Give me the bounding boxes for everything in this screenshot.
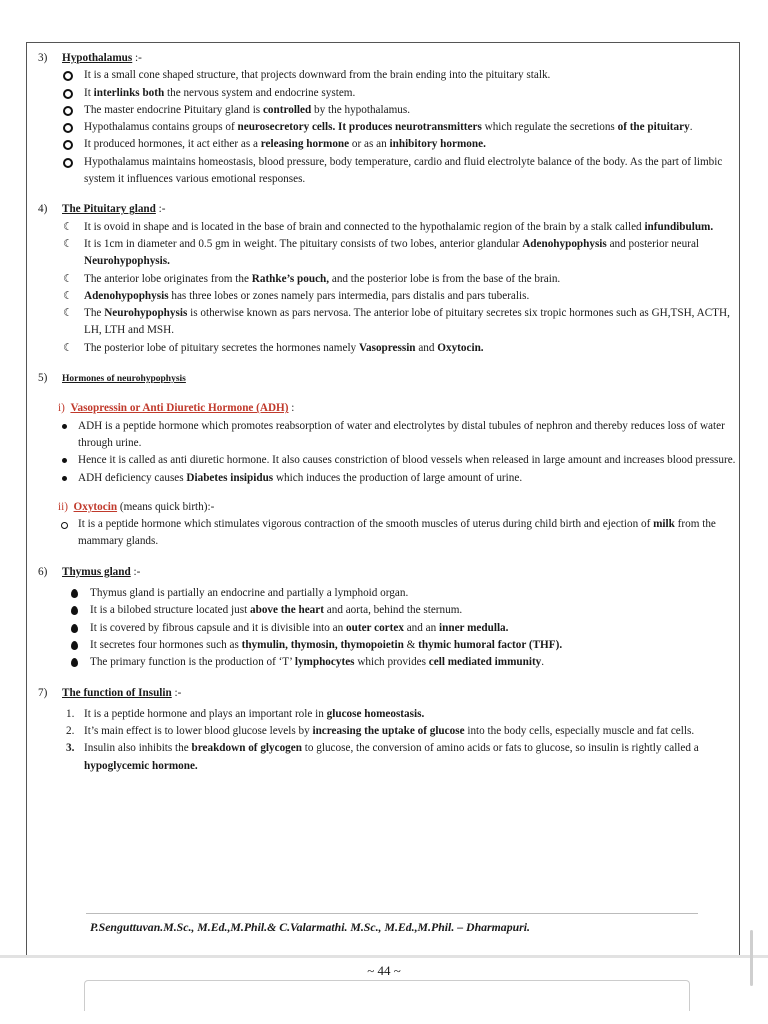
list-item: It is a small cone shaped structure, that projects downward from the brain ending into the pituitary stalk. <box>38 67 738 84</box>
list-item: Hypothalamus maintains homeostasis, blood pressure, body temperature, cardio and fluid electrolyte balance of the body. As the part of limbic system it influences various emotional responses. <box>38 154 738 189</box>
list-item: It is a peptide hormone which stimulates vigorous contraction of the smooth muscles of uterus during child birth and ejection of milk from the mammary glands. <box>38 516 738 551</box>
section-title-suffix: :- <box>130 565 141 578</box>
moon-bullet-icon: ☾ <box>63 237 73 250</box>
list-item: 2. It’s main effect is to lower blood glucose levels by increasing the uptake of glucose into the body cells, especially muscle and fat cells. <box>66 725 695 738</box>
list-item: It interlinks both the nervous system and endocrine system. <box>38 85 738 102</box>
section-heading <box>38 50 738 67</box>
subsection-title: Vasopressin or Anti Diuretic Hormone (ADH) <box>70 402 289 415</box>
section-title: Hormones of neurohypophysis <box>62 374 186 385</box>
section-number: 4) <box>38 203 48 216</box>
section-neurohypophysis-hormones <box>38 370 738 551</box>
list-item: ADH deficiency causes Diabetes insipidus which induces the production of large amount of urine. <box>38 470 738 487</box>
moon-bullet-icon: ☾ <box>63 341 73 354</box>
moon-bullet-icon: ☾ <box>63 272 73 285</box>
page-number: ~ 44 ~ <box>367 963 401 978</box>
list-item: ADH is a peptide hormone which promotes reabsorption of water and electrolytes by distal tubules of nephron and thereby reduces loss of water through urine. <box>38 418 738 453</box>
section-title: Thymus gland <box>62 565 131 578</box>
section-pituitary-gland <box>38 201 738 357</box>
circle-bullet-icon <box>63 106 73 116</box>
section-number: 6) <box>38 565 48 578</box>
circle-bullet-icon <box>63 158 73 168</box>
dot-bullet-icon <box>62 424 67 429</box>
droplet-bullet-icon <box>71 589 78 598</box>
list-item: ☾ Adenohypophysis has three lobes or zones namely pars intermedia, pars distalis and pars tuberalis. <box>38 288 738 305</box>
section-title: The Pituitary gland <box>62 203 156 216</box>
list-item: ☾ It is ovoid in shape and is located in the base of brain and connected to the hypothalamic region of the brain by a stalk called infundibulum. <box>38 219 738 236</box>
next-page-edge <box>84 980 690 1011</box>
section-title-suffix: :- <box>155 203 166 216</box>
page-gap <box>0 955 768 958</box>
section-thymus-gland <box>38 564 738 672</box>
section-number: 5) <box>38 372 48 385</box>
section-heading <box>38 370 738 388</box>
list-item: ☾ The anterior lobe originates from the Rathke’s pouch, and the posterior lobe is from the base of the brain. <box>38 271 738 288</box>
section-number: 3) <box>38 52 48 64</box>
droplet-bullet-icon <box>71 641 78 650</box>
droplet-bullet-icon <box>71 624 78 633</box>
list-item: It is a bilobed structure located just above the heart and aorta, behind the sternum. <box>44 602 738 619</box>
moon-bullet-icon: ☾ <box>63 220 73 233</box>
section-heading <box>38 201 738 218</box>
list-item: The master endocrine Pituitary gland is controlled by the hypothalamus. <box>38 102 738 119</box>
list-item: Hypothalamus contains groups of neurosecretory cells. It produces neurotransmitters which regulate the secretions of the pituitary. <box>38 119 738 136</box>
list-item: ☾ The Neurohypophysis is otherwise known as pars nervosa. The anterior lobe of pituitary secretes six tropic hormones such as GH,TSH, ACTH, LH, LTH and MSH. <box>38 305 738 340</box>
circle-bullet-icon <box>63 71 73 81</box>
subsection-title: Oxytocin <box>73 500 118 513</box>
subsection-heading-adh: i) Vasopressin or Anti Diuretic Hormone (ADH) : <box>58 402 295 415</box>
list-item: It produced hormones, it act either as a releasing hormone or as an inhibitory hormone. <box>38 136 738 153</box>
section-heading <box>38 685 738 702</box>
list-item: It secretes four hormones such as thymulin, thymosin, thymopoietin & thymic humoral factor (THF). <box>44 637 738 654</box>
moon-bullet-icon: ☾ <box>63 289 73 302</box>
section-insulin-function <box>38 685 738 775</box>
section-title: The function of Insulin <box>62 686 172 699</box>
circle-bullet-icon <box>63 140 73 150</box>
section-title-suffix: :- <box>171 686 182 699</box>
section-title: Hypothalamus <box>62 52 133 64</box>
footer-authors: P.Senguttuvan.M.Sc., M.Ed.,M.Phil.& C.Valarmathi. M.Sc., M.Ed.,M.Phil. – Dharmapuri. <box>90 920 530 934</box>
footer-divider <box>86 913 698 914</box>
list-item: The primary function is the production of ‘T’ lymphocytes which provides cell mediated immunity. <box>44 654 738 671</box>
subsection-heading-oxytocin: ii) Oxytocin (means quick birth):- <box>58 500 215 513</box>
document-body <box>38 50 738 775</box>
list-item: Thymus gland is partially an endocrine and partially a lymphoid organ. <box>44 585 738 602</box>
hollow-circle-bullet-icon <box>61 522 68 529</box>
dot-bullet-icon <box>62 458 67 463</box>
section-number: 7) <box>38 686 48 699</box>
section-heading <box>38 564 738 581</box>
droplet-bullet-icon <box>71 658 78 667</box>
list-item: It is covered by fibrous capsule and it is divisible into an outer cortex and an inner medulla. <box>44 620 738 637</box>
section-hypothalamus <box>38 50 738 188</box>
dot-bullet-icon <box>62 476 67 481</box>
list-item: ☾ The posterior lobe of pituitary secretes the hormones namely Vasopressin and Oxytocin. <box>38 340 738 357</box>
circle-bullet-icon <box>63 123 73 133</box>
droplet-bullet-icon <box>71 606 78 615</box>
scrollbar-thumb[interactable] <box>750 930 753 986</box>
moon-bullet-icon: ☾ <box>63 307 73 320</box>
section-title-suffix: :- <box>132 52 142 64</box>
circle-bullet-icon <box>63 89 73 99</box>
list-item: ☾ It is 1cm in diameter and 0.5 gm in weight. The pituitary consists of two lobes, anterior glandular Adenohypophysis and posterior neural Neurohypophysis. <box>38 236 738 271</box>
list-item: 3. Insulin also inhibits the breakdown of glycogen to glucose, the conversion of amino acids or fats to glucose, so insulin is rightly called a hypoglycemic hormone. <box>66 742 699 772</box>
list-item: 1. It is a peptide hormone and plays an important role in glucose homeostasis. <box>66 707 425 720</box>
list-item: Hence it is called as anti diuretic hormone. It also causes constriction of blood vessels when released in large amount and increases blood pressure. <box>38 452 738 469</box>
